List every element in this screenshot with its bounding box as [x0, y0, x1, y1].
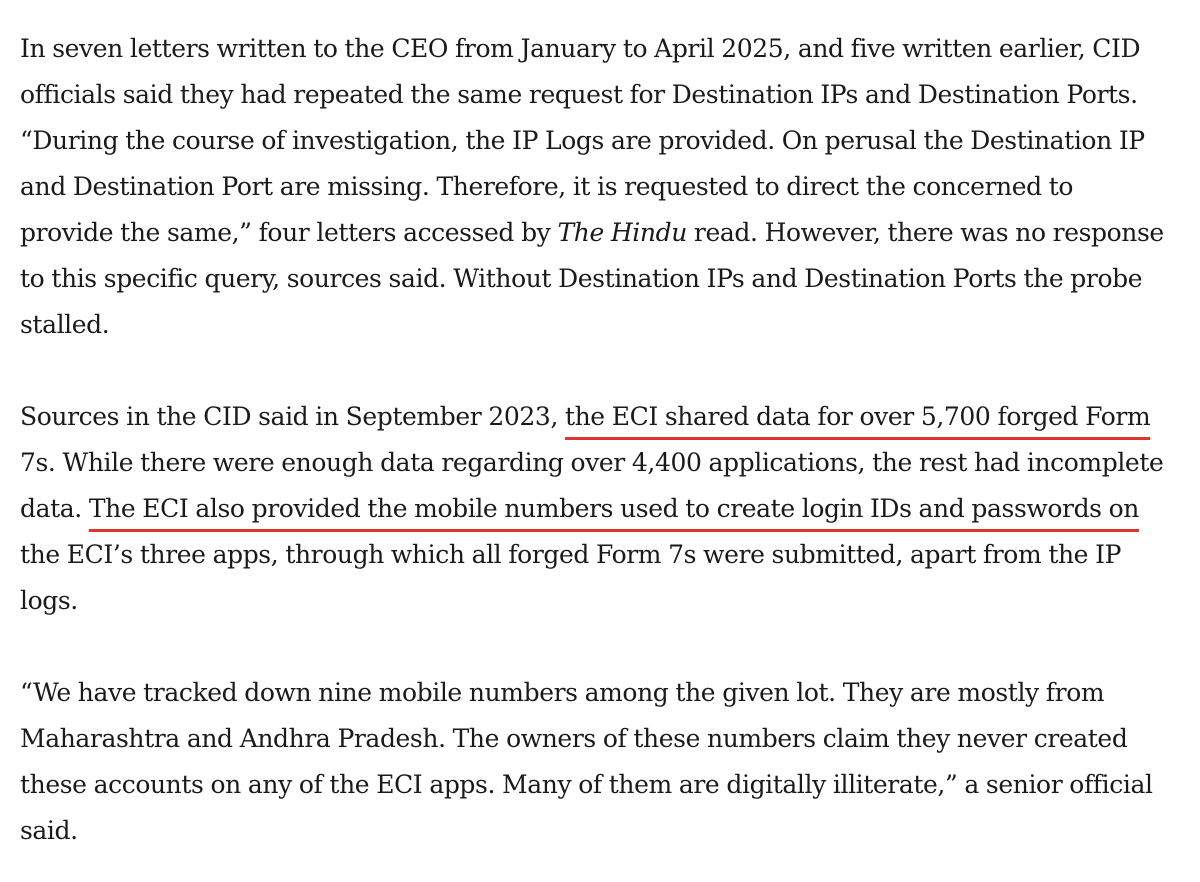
text-line: 7s. While there were enough data regarding over 4,400 applications, the rest had incomplete [20, 448, 1164, 477]
highlighted-phrase-forged-forms: the ECI shared data for over 5,700 forged Form [564, 402, 1151, 431]
publication-name: The Hindu [557, 218, 687, 247]
text-segment: data. [20, 494, 89, 523]
text-line: stalled. [20, 310, 110, 339]
text-line: and Destination Port are missing. Therefore, it is requested to direct the concerned to [20, 172, 1074, 201]
text-line: said. [20, 816, 78, 845]
paragraph-eci-data [20, 394, 1185, 624]
paragraph-letters [20, 26, 1185, 348]
text-line [20, 486, 1185, 532]
text-segment: provide the same,” four letters accessed by [20, 218, 558, 247]
text-line: officials said they had repeated the same request for Destination IPs and Destination Ports. [20, 80, 1138, 109]
text-line: “During the course of investigation, the IP Logs are provided. On perusal the Destination IP [20, 126, 1145, 155]
highlighted-phrase-mobile-numbers: The ECI also provided the mobile numbers used to create login IDs and passwords on [88, 494, 1140, 523]
text-line [20, 210, 1185, 256]
text-segment: read. However, there was no response [686, 218, 1164, 247]
text-line: In seven letters written to the CEO from January to April 2025, and five written earlier, CID [20, 34, 1141, 63]
text-line: the ECI’s three apps, through which all forged Form 7s were submitted, apart from the IP [20, 540, 1122, 569]
paragraph-quote [20, 670, 1185, 854]
text-line: these accounts on any of the ECI apps. Many of them are digitally illiterate,” a senior official [20, 770, 1153, 799]
text-line: logs. [20, 586, 78, 615]
text-line: to this specific query, sources said. Without Destination IPs and Destination Ports the probe [20, 264, 1143, 293]
text-line: Maharashtra and Andhra Pradesh. The owners of these numbers claim they never created [20, 724, 1128, 753]
text-line [20, 394, 1185, 440]
text-segment: Sources in the CID said in September 2023, [20, 402, 565, 431]
article-body [20, 26, 1185, 854]
text-line: “We have tracked down nine mobile numbers among the given lot. They are mostly from [20, 678, 1105, 707]
